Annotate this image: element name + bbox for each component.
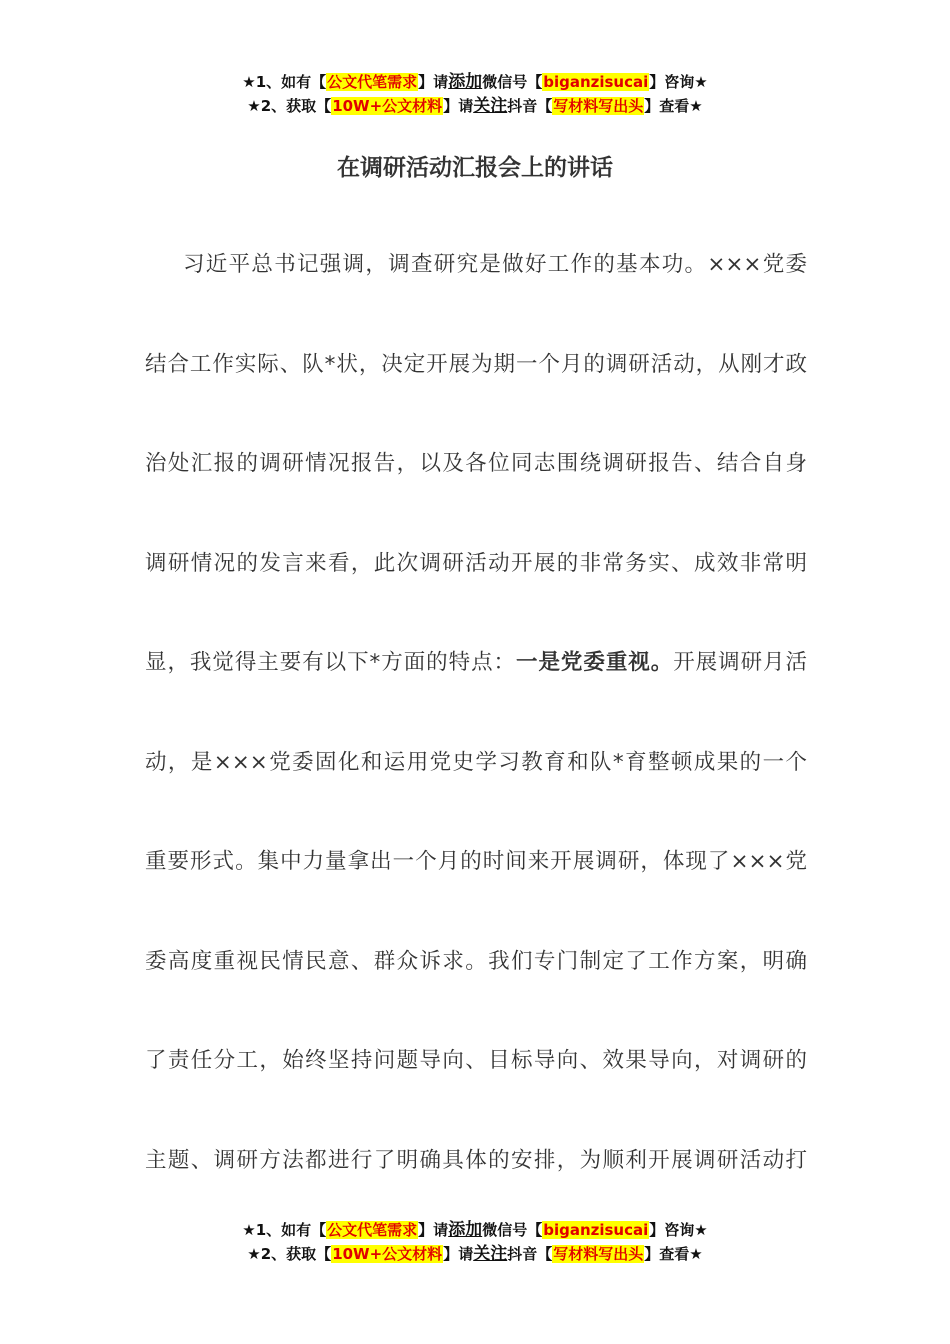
banner-text: ★2、获取【 — [247, 97, 332, 115]
banner-text: ★1、如有【 — [242, 73, 327, 91]
banner-text: 抖音【 — [507, 1245, 553, 1263]
body-line: 重要形式。集中力量拿出一个月的时间来开展调研，体现了×××党 — [145, 849, 807, 874]
highlight-wechat-id: biganzisucai — [543, 73, 649, 91]
banner-text: 抖音【 — [507, 97, 553, 115]
banner-text: 】查看★ — [644, 97, 703, 115]
banner-text: 】请 — [418, 73, 449, 91]
body-text-segment: 开展调研月活 — [673, 650, 807, 675]
body-line — [145, 613, 807, 713]
emphasis-text: 添加 — [448, 72, 483, 92]
highlight-materials: 10W+公文材料 — [332, 1245, 443, 1263]
banner-line-1 — [0, 70, 950, 94]
banner-text: 】请 — [443, 1245, 474, 1263]
banner-text: 微信号【 — [482, 1221, 543, 1239]
body-line: 治处汇报的调研情况报告，以及各位同志围绕调研报告、结合自身 — [145, 451, 807, 476]
document-title: 在调研活动汇报会上的讲话 — [337, 155, 613, 181]
bold-heading-party-committee: 一是党委重视。 — [516, 650, 674, 675]
emphasis-text: 关注 — [473, 1244, 508, 1264]
header-banner — [0, 70, 950, 118]
body-line: 主题、调研方法都进行了明确具体的安排，为顺利开展调研活动打 — [145, 1147, 807, 1173]
banner-line-2 — [0, 1242, 950, 1266]
highlight-service: 公文代笔需求 — [327, 73, 418, 91]
banner-text: 】咨询★ — [649, 73, 708, 91]
banner-text: 】咨询★ — [649, 1221, 708, 1239]
body-line: 了责任分工，始终坚持问题导向、目标导向、效果导向，对调研的 — [145, 1048, 807, 1073]
highlight-materials: 10W+公文材料 — [332, 97, 443, 115]
body-line: 动，是×××党委固化和运用党史学习教育和队*育整顿成果的一个 — [145, 749, 807, 775]
banner-text: ★1、如有【 — [242, 1221, 327, 1239]
highlight-douyin-id: 写材料写出头 — [553, 1245, 644, 1263]
document-body — [145, 215, 807, 1210]
banner-text: 】请 — [443, 97, 474, 115]
emphasis-text: 添加 — [448, 1220, 483, 1240]
banner-text: 】查看★ — [644, 1245, 703, 1263]
emphasis-text: 关注 — [473, 96, 508, 116]
highlight-wechat-id: biganzisucai — [543, 1221, 649, 1239]
footer-banner — [0, 1218, 950, 1266]
body-text-segment: 显，我觉得主要有以下*方面的特点： — [145, 650, 516, 675]
banner-line-1 — [0, 1218, 950, 1242]
banner-text: 微信号【 — [482, 73, 543, 91]
body-line: 委高度重视民情民意、群众诉求。我们专门制定了工作方案，明确 — [145, 948, 807, 974]
banner-text: ★2、获取【 — [247, 1245, 332, 1263]
body-line: 调研情况的发言来看，此次调研活动开展的非常务实、成效非常明 — [145, 550, 807, 576]
body-line: 习近平总书记强调，调查研究是做好工作的基本功。×××党委 — [183, 252, 807, 277]
banner-line-2 — [0, 94, 950, 118]
body-line: 结合工作实际、队*状，决定开展为期一个月的调研活动，从刚才政 — [145, 351, 807, 377]
banner-text: 】请 — [418, 1221, 449, 1239]
highlight-service: 公文代笔需求 — [327, 1221, 418, 1239]
highlight-douyin-id: 写材料写出头 — [553, 97, 644, 115]
